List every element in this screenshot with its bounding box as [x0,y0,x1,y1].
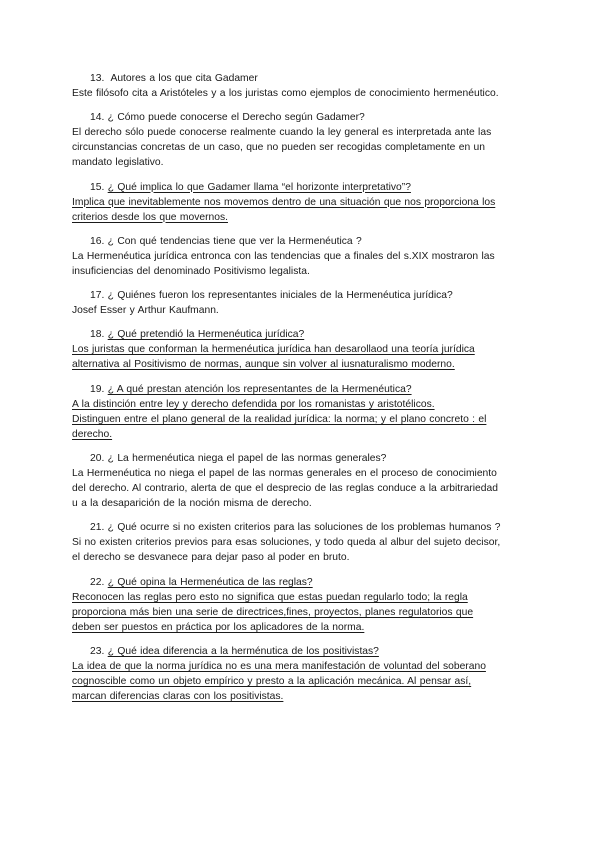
answer-line: insuficiencias del denominado Positivismo legalista. [72,265,310,277]
answer-line: u a la desaparición de la noción misma de derecho. [72,498,312,510]
question-18: 18. ¿ Qué pretendió la Hermenéutica jurídica? [90,329,305,341]
answer-line: A la distinción entre ley y derecho defendida por los romanistas y aristotélicos. [72,398,435,410]
answer-line: Reconocen las reglas pero esto no significa que estas puedan regularlo todo; la regla [72,591,468,603]
answer-line: del derecho. Al contrario, alerta de que el desprecio de las reglas conduce a la arbitrariedad [72,483,498,495]
qa-item-18 [72,327,534,372]
question-16: 16. ¿ Con qué tendencias tiene que ver la Hermenéutica ? [90,235,362,247]
answer-line: Implica que inevitablemente nos movemos dentro de una situación que nos proporciona los [72,196,496,208]
answer-line: mandato legislativo. [72,157,164,169]
question-21: 21. ¿ Qué ocurre si no existen criterios para las soluciones de los problemas humanos ? [90,522,501,534]
answer-line: Los juristas que conforman la hermenéutica jurídica han desarollaod una teoría jurídica [72,344,475,356]
qa-item-15 [72,180,534,225]
question-20: 20. ¿ La hermenéutica niega el papel de las normas generales? [90,453,387,465]
document-page [72,71,534,704]
answer-line: La Hermenéutica no niega el papel de las normas generales en el proceso de conocimiento [72,468,497,480]
question-13: 13. Autores a los que cita Gadamer [90,73,258,84]
qa-item-14 [72,110,534,170]
answer-line: alternativa al Positivismo de normas, aunque sin volver al iusnaturalismo moderno. [72,359,455,371]
answer-line: cognoscible como un objeto empírico y presto a la aplicación mecánica. Al pensar así, [72,675,472,687]
qa-item-23 [72,644,534,704]
answer-line: criterios desde los que movernos. [72,211,228,223]
answer-line: circunstancias concretas de un caso, que no pueden ser recogidas completamente en un [72,142,485,154]
question-15: 15. ¿ Qué implica lo que Gadamer llama “el horizonte interpretativo”? [90,181,411,193]
question-14: 14. ¿ Cómo puede conocerse el Derecho según Gadamer? [90,112,365,124]
question-17: 17. ¿ Quiénes fueron los representantes iniciales de la Hermenéutica jurídica? [90,290,453,302]
answer-line: Si no existen criterios previos para esas soluciones, y todo queda al albur del sujeto decisor, [72,537,501,549]
answer-line: Distinguen entre el plano general de la realidad jurídica: la norma; y el plano concreto : el [72,413,487,425]
question-19: 19. ¿ A qué prestan atención los representantes de la Hermenéutica? [90,383,412,395]
answer-line: El derecho sólo puede conocerse realmente cuando la ley general es interpretada ante las [72,127,492,139]
answer-line: el derecho se desvanece para dejar paso al poder en bruto. [72,552,350,564]
qa-item-17 [72,288,534,318]
qa-item-22 [72,575,534,635]
answer-line: Josef Esser y Arthur Kaufmann. [72,305,219,317]
qa-item-16 [72,234,534,279]
qa-item-13 [72,71,534,101]
answer-line: marcan diferencias claras con los positivistas. [72,690,284,702]
qa-item-19 [72,382,534,442]
answer-line: La Hermenéutica jurídica entronca con las tendencias que a finales del s.XIX mostraron las [72,250,495,262]
answer-line: Este filósofo cita a Aristóteles y a los juristas como ejemplos de conocimiento hermenéutico. [72,88,499,99]
answer-line: derecho. [72,428,113,440]
answer-line: proporciona más bien una serie de directrices,fines, proyectos, planes regulatorios que [72,606,474,618]
answer-line: La idea de que la norma jurídica no es una mera manifestación de voluntad del soberano [72,660,486,672]
question-22: 22. ¿ Qué opina la Hermenéutica de las reglas? [90,576,313,588]
question-23: 23. ¿ Qué idea diferencia a la herménutica de los positivistas? [90,645,379,657]
qa-item-21 [72,520,534,565]
qa-item-20 [72,451,534,511]
answer-line: deben ser puestos en práctica por los aplicadores de la norma. [72,621,365,633]
